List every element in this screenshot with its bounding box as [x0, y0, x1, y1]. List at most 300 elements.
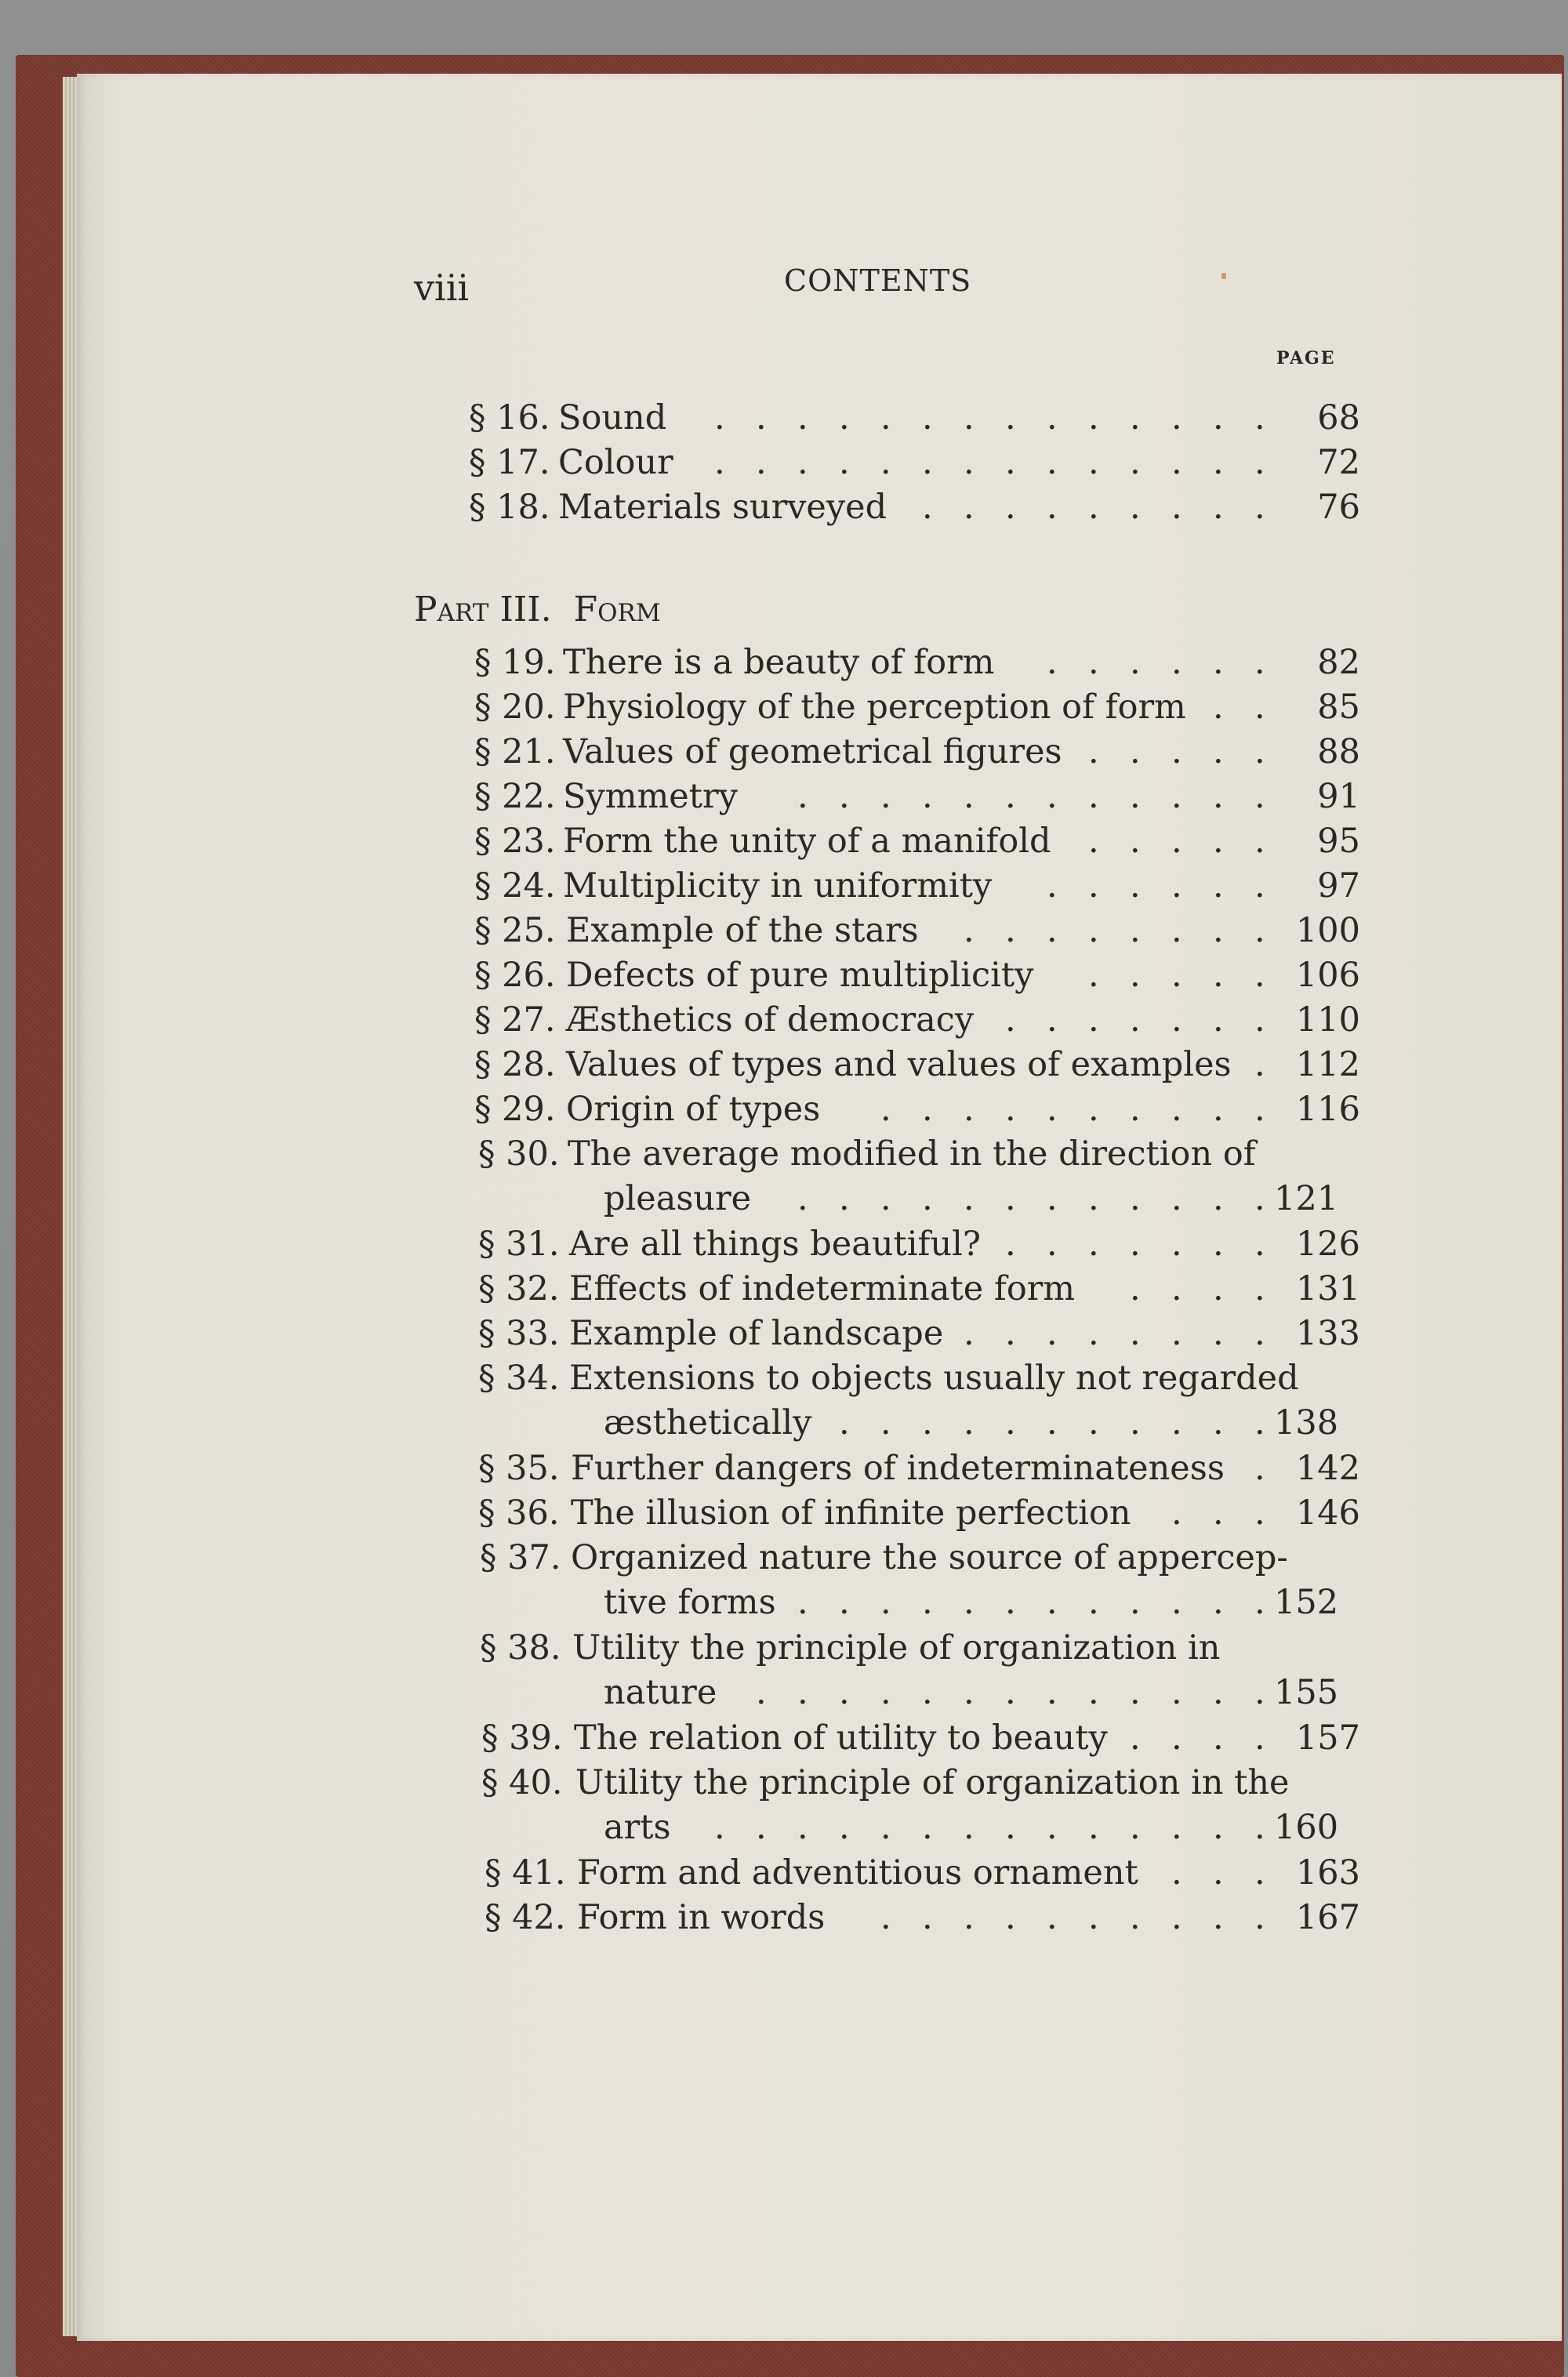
leader-dot: . [1213, 1718, 1224, 1758]
toc-entry-continuation [0, 1808, 1568, 1852]
leader-dot: . [880, 398, 891, 437]
leader-dot: . [922, 1403, 933, 1443]
leader-dot: . [1171, 777, 1182, 816]
leader-dot: . [1130, 1583, 1141, 1623]
leader-dot: . [1171, 822, 1182, 861]
leader-dot: . [1213, 1403, 1224, 1443]
entry-title: Effects of indeterminate form [569, 1269, 1076, 1308]
leader-dot: . [1213, 777, 1224, 816]
leader-dot: . [1171, 443, 1182, 482]
leader-dot: . [1254, 443, 1265, 482]
leader-dot: . [922, 398, 933, 437]
leader-dot: . [1088, 956, 1099, 995]
leader-dot: . [1213, 1090, 1224, 1129]
leader-dot: . [922, 1179, 933, 1219]
leader-dot: . [839, 1808, 850, 1848]
entry-title: Example of landscape [569, 1314, 944, 1353]
section-number: § 17. [469, 443, 550, 482]
leader-dot: . [1213, 822, 1224, 861]
leader-dot: . [964, 1808, 975, 1848]
entry-title: Multiplicity in uniformity [563, 866, 993, 905]
toc-entry-continuation [0, 1673, 1568, 1717]
entry-title-continuation: arts [604, 1808, 671, 1848]
leader-dot: . [880, 1673, 891, 1713]
section-number: § 39. [481, 1718, 563, 1758]
leader-dot: . [922, 1090, 933, 1129]
leader-dot: . [1213, 443, 1224, 482]
toc-entry [0, 1763, 1568, 1807]
leader-dot: . [839, 398, 850, 437]
leader-dot: . [1254, 488, 1265, 527]
section-number: § 26. [474, 956, 556, 995]
section-number: § 24. [474, 866, 556, 905]
leader-dot: . [1254, 1403, 1265, 1443]
page-number: 163 [1295, 1853, 1360, 1893]
leader-dot: . [1130, 1808, 1141, 1848]
entry-title: The illusion of infinite perfection [571, 1493, 1131, 1533]
page-number: 121 [1274, 1179, 1339, 1219]
page-number: 133 [1295, 1314, 1360, 1353]
toc-entry [0, 777, 1568, 821]
leader-dot: . [1213, 488, 1224, 527]
leader-dot: . [1254, 1673, 1265, 1713]
leader-dot: . [1088, 866, 1099, 905]
section-number: § 29. [474, 1090, 556, 1129]
leader-dot: . [1088, 822, 1099, 861]
leader-dot: . [922, 777, 933, 816]
toc-entry [0, 1045, 1568, 1089]
page-number: 142 [1295, 1449, 1360, 1488]
leader-dot: . [1254, 1853, 1265, 1893]
leader-dot: . [1213, 1269, 1224, 1308]
section-number: § 36. [478, 1493, 560, 1533]
section-number: § 32. [478, 1269, 560, 1308]
toc-entry [0, 822, 1568, 866]
leader-dot: . [1047, 1179, 1058, 1219]
leader-dot: . [880, 1090, 891, 1129]
leader-dot: . [964, 911, 975, 950]
toc-entry [0, 732, 1568, 776]
leader-dot: . [1005, 1225, 1016, 1264]
leader-dot: . [964, 1090, 975, 1129]
leader-dot: . [1088, 1898, 1099, 1937]
toc-entry [0, 643, 1568, 687]
leader-dot: . [797, 1808, 808, 1848]
entry-title: Further dangers of indeterminateness [571, 1449, 1225, 1488]
leader-dot: . [839, 1179, 850, 1219]
leader-dot: . [964, 1314, 975, 1353]
leader-dot: . [1254, 1449, 1265, 1488]
leader-dot: . [1171, 1493, 1182, 1533]
entry-title: Organized nature the source of appercep- [571, 1538, 1288, 1577]
toc-entry [0, 1853, 1568, 1897]
leader-dot: . [1130, 866, 1141, 905]
leader-dot: . [797, 1673, 808, 1713]
leader-dot: . [1047, 1808, 1058, 1848]
leader-dot: . [1254, 956, 1265, 995]
page-number: 138 [1274, 1403, 1339, 1443]
page-number: 146 [1295, 1493, 1360, 1533]
section-number: § 20. [474, 688, 556, 727]
section-number: § 16. [469, 398, 550, 437]
leader-dot: . [964, 488, 975, 527]
leader-dot: . [1088, 1314, 1099, 1353]
leader-dot: . [880, 1808, 891, 1848]
leader-dot: . [1130, 1269, 1141, 1308]
leader-dot: . [1047, 1403, 1058, 1443]
section-number: § 37. [480, 1538, 561, 1577]
entry-title: Values of types and values of examples [566, 1045, 1232, 1084]
page-number: 110 [1295, 1000, 1360, 1040]
leader-dot: . [1254, 688, 1265, 727]
leader-dot: . [1254, 866, 1265, 905]
entry-title: Extensions to objects usually not regarded [569, 1359, 1299, 1398]
leader-dot: . [1047, 1673, 1058, 1713]
leader-dot: . [964, 1673, 975, 1713]
leader-dot: . [880, 777, 891, 816]
leader-dot: . [1213, 1493, 1224, 1533]
leader-dot: . [1130, 956, 1141, 995]
page-number: 112 [1295, 1045, 1360, 1084]
leader-dot: . [714, 398, 725, 437]
leader-dot: . [1171, 1403, 1182, 1443]
entry-title: There is a beauty of form [563, 643, 995, 682]
leader-dot: . [1254, 643, 1265, 682]
entry-title: Are all things beautiful? [569, 1225, 981, 1264]
leader-dot: . [1171, 1808, 1182, 1848]
leader-dot: . [1213, 1225, 1224, 1264]
leader-dot: . [1213, 1853, 1224, 1893]
leader-dot: . [1088, 1000, 1099, 1040]
leader-dot: . [922, 1808, 933, 1848]
leader-dot: . [1171, 1090, 1182, 1129]
leader-dot: . [964, 1179, 975, 1219]
leader-dot: . [839, 1673, 850, 1713]
leader-dot: . [1254, 398, 1265, 437]
toc-entry [0, 1225, 1568, 1268]
part-word: Part [414, 590, 489, 630]
leader-dot: . [1171, 911, 1182, 950]
toc-entry [0, 488, 1568, 532]
leader-dot: . [714, 443, 725, 482]
leader-dot: . [1213, 1898, 1224, 1937]
leader-dot: . [964, 443, 975, 482]
section-number: § 31. [478, 1225, 560, 1264]
section-number: § 34. [478, 1359, 560, 1398]
leader-dot: . [1005, 1314, 1016, 1353]
leader-dot: . [1005, 1673, 1016, 1713]
section-number: § 21. [474, 732, 556, 771]
leader-dot: . [1213, 1314, 1224, 1353]
leader-dot: . [1171, 1269, 1182, 1308]
leader-dot: . [1047, 643, 1058, 682]
entry-title: Defects of pure multiplicity [566, 956, 1034, 995]
leader-dot: . [1213, 1808, 1224, 1848]
leader-dot: . [1130, 822, 1141, 861]
leader-dot: . [1130, 1403, 1141, 1443]
leader-dot: . [1005, 1808, 1016, 1848]
toc-entry [0, 1090, 1568, 1134]
leader-dot: . [797, 1179, 808, 1219]
entry-title: The average modified in the direction of [568, 1134, 1256, 1174]
toc-entry-continuation [0, 1583, 1568, 1627]
page-number: 88 [1317, 732, 1360, 771]
entry-title-continuation: æsthetically [604, 1403, 812, 1443]
leader-dot: . [1005, 1179, 1016, 1219]
page-number: 76 [1317, 488, 1360, 527]
leader-dot: . [1254, 1583, 1265, 1623]
page-number: 160 [1274, 1808, 1339, 1848]
leader-dot: . [1088, 1673, 1099, 1713]
part-title: Form [573, 590, 661, 630]
leader-dot: . [880, 1898, 891, 1937]
leader-dot: . [797, 1583, 808, 1623]
page-number: 157 [1295, 1718, 1360, 1758]
leader-dot: . [1171, 1673, 1182, 1713]
leader-dot: . [1047, 1090, 1058, 1129]
entry-title: Form and adventitious ornament [577, 1853, 1138, 1893]
page-number: 131 [1295, 1269, 1360, 1308]
section-number: § 30. [478, 1134, 560, 1174]
entry-title: Materials surveyed [558, 488, 887, 527]
leader-dot: . [756, 443, 767, 482]
running-head: CONTENTS [784, 263, 972, 298]
section-number: § 27. [474, 1000, 556, 1040]
entry-title-continuation: nature [604, 1673, 717, 1713]
leader-dot: . [880, 1403, 891, 1443]
page-number: 91 [1317, 777, 1360, 816]
toc-entry [0, 1493, 1568, 1537]
leader-dot: . [880, 1583, 891, 1623]
leader-dot: . [1254, 822, 1265, 861]
leader-dot: . [1213, 643, 1224, 682]
page-number: 68 [1317, 398, 1360, 437]
leader-dot: . [1171, 1000, 1182, 1040]
toc-entry [0, 911, 1568, 955]
leader-dot: . [1130, 443, 1141, 482]
leader-dot: . [1047, 866, 1058, 905]
leader-dot: . [1171, 643, 1182, 682]
section-number: § 19. [474, 643, 556, 682]
leader-dot: . [1047, 1583, 1058, 1623]
leader-dot: . [880, 443, 891, 482]
leader-dot: . [964, 1403, 975, 1443]
leader-dot: . [1213, 956, 1224, 995]
section-number: § 41. [485, 1853, 566, 1893]
leader-dot: . [1171, 488, 1182, 527]
toc-entry [0, 1898, 1568, 1942]
leader-dot: . [1130, 732, 1141, 771]
leader-dot: . [1088, 1808, 1099, 1848]
leader-dot: . [964, 1583, 975, 1623]
section-number: § 40. [481, 1763, 563, 1802]
entry-title: Example of the stars [566, 911, 919, 950]
page-number: 95 [1317, 822, 1360, 861]
leader-dot: . [1254, 732, 1265, 771]
section-number: § 28. [474, 1045, 556, 1084]
leader-dot: . [1047, 398, 1058, 437]
leader-dot: . [1254, 1225, 1265, 1264]
leader-dot: . [1047, 1898, 1058, 1937]
leader-dot: . [1005, 1403, 1016, 1443]
leader-dot: . [1088, 443, 1099, 482]
entry-title: The relation of utility to beauty [574, 1718, 1108, 1758]
leader-dot: . [1005, 398, 1016, 437]
entry-title: Origin of types [566, 1090, 821, 1129]
toc-entry [0, 1269, 1568, 1313]
leader-dot: . [1047, 488, 1058, 527]
page-number: 167 [1295, 1898, 1360, 1937]
leader-dot: . [1088, 777, 1099, 816]
leader-dot: . [1171, 1179, 1182, 1219]
toc-entry-continuation [0, 1403, 1568, 1447]
leader-dot: . [964, 1898, 975, 1937]
leader-dot: . [1213, 732, 1224, 771]
leader-dot: . [1213, 1583, 1224, 1623]
leader-dot: . [1130, 488, 1141, 527]
leader-dot: . [1130, 1898, 1141, 1937]
leader-dot: . [1171, 866, 1182, 905]
leader-dot: . [1005, 443, 1016, 482]
entry-title: Form the unity of a manifold [563, 822, 1051, 861]
leader-dot: . [1254, 1808, 1265, 1848]
page-number: 72 [1317, 443, 1360, 482]
leader-dot: . [922, 1898, 933, 1937]
entry-title: Æsthetics of democracy [566, 1000, 975, 1040]
leader-dot: . [1254, 911, 1265, 950]
leader-dot: . [922, 1583, 933, 1623]
leader-dot: . [1088, 643, 1099, 682]
leader-dot: . [1254, 1493, 1265, 1533]
leader-dot: . [756, 1808, 767, 1848]
toc-entry-continuation [0, 1179, 1568, 1223]
leader-dot: . [1171, 1718, 1182, 1758]
section-number: § 22. [474, 777, 556, 816]
leader-dot: . [839, 443, 850, 482]
leader-dot: . [1088, 1179, 1099, 1219]
leader-dot: . [1254, 777, 1265, 816]
page-folio: viii [414, 267, 470, 309]
leader-dot: . [1171, 398, 1182, 437]
leader-dot: . [1130, 1673, 1141, 1713]
leader-dot: . [1047, 777, 1058, 816]
leader-dot: . [1130, 1000, 1141, 1040]
toc-entry [0, 1000, 1568, 1044]
page-number: 126 [1295, 1225, 1360, 1264]
leader-dot: . [756, 1673, 767, 1713]
paper-speck [1221, 273, 1226, 279]
leader-dot: . [1171, 1898, 1182, 1937]
leader-dot: . [922, 443, 933, 482]
leader-dot: . [1171, 1853, 1182, 1893]
part-number: III. [499, 590, 552, 630]
section-number: § 38. [480, 1628, 561, 1668]
leader-dot: . [1254, 1000, 1265, 1040]
leader-dot: . [1213, 866, 1224, 905]
page-column-label: PAGE [1276, 348, 1336, 368]
part-heading [414, 590, 661, 630]
toc-entry [0, 866, 1568, 910]
section-number: § 33. [478, 1314, 560, 1353]
leader-dot: . [1005, 1000, 1016, 1040]
leader-dot: . [1213, 1000, 1224, 1040]
toc-entry [0, 1718, 1568, 1762]
leader-dot: . [964, 777, 975, 816]
leader-dot: . [1047, 1000, 1058, 1040]
leader-dot: . [839, 1583, 850, 1623]
leader-dot: . [1254, 1090, 1265, 1129]
leader-dot: . [756, 398, 767, 437]
leader-dot: . [1047, 443, 1058, 482]
leader-dot: . [1088, 1403, 1099, 1443]
leader-dot: . [1213, 911, 1224, 950]
leader-dot: . [880, 1179, 891, 1219]
page-number: 155 [1274, 1673, 1339, 1713]
leader-dot: . [1088, 732, 1099, 771]
leader-dot: . [797, 443, 808, 482]
leader-dot: . [797, 398, 808, 437]
toc-entry [0, 1628, 1568, 1672]
entry-title: Symmetry [563, 777, 738, 816]
leader-dot: . [714, 1808, 725, 1848]
page-number: 116 [1295, 1090, 1360, 1129]
entry-title: Physiology of the perception of form [563, 688, 1186, 727]
entry-title: Sound [558, 398, 667, 437]
section-number: § 35. [478, 1449, 560, 1488]
toc-entry [0, 956, 1568, 1000]
leader-dot: . [922, 488, 933, 527]
section-number: § 18. [469, 488, 550, 527]
leader-dot: . [1254, 1718, 1265, 1758]
entry-title-continuation: tive forms [604, 1583, 776, 1623]
leader-dot: . [1005, 1898, 1016, 1937]
toc-entry [0, 1314, 1568, 1358]
leader-dot: . [1254, 1898, 1265, 1937]
leader-dot: . [1005, 1090, 1016, 1129]
leader-dot: . [839, 777, 850, 816]
leader-dot: . [797, 777, 808, 816]
leader-dot: . [1005, 1583, 1016, 1623]
entry-title: Form in words [577, 1898, 826, 1937]
leader-dot: . [922, 1673, 933, 1713]
leader-dot: . [1171, 1314, 1182, 1353]
leader-dot: . [1047, 1225, 1058, 1264]
leader-dot: . [1130, 1718, 1141, 1758]
toc-entry [0, 1449, 1568, 1493]
leader-dot: . [1005, 777, 1016, 816]
toc-entry [0, 1359, 1568, 1403]
leader-dot: . [1130, 643, 1141, 682]
leader-dot: . [1088, 1090, 1099, 1129]
entry-title: Utility the principle of organization in [572, 1628, 1221, 1668]
leader-dot: . [1088, 911, 1099, 950]
leader-dot: . [1171, 956, 1182, 995]
entry-title: Utility the principle of organization in the [575, 1763, 1290, 1802]
section-number: § 23. [474, 822, 556, 861]
toc-entry [0, 1134, 1568, 1178]
leader-dot: . [1047, 1314, 1058, 1353]
leader-dot: . [1254, 1179, 1265, 1219]
entry-title: Values of geometrical figures [563, 732, 1062, 771]
leader-dot: . [1171, 1583, 1182, 1623]
leader-dot: . [1130, 911, 1141, 950]
leader-dot: . [1005, 911, 1016, 950]
page-number: 85 [1317, 688, 1360, 727]
leader-dot: . [839, 1403, 850, 1443]
entry-title: Colour [558, 443, 673, 482]
toc-entry [0, 1538, 1568, 1582]
page-number: 82 [1317, 643, 1360, 682]
